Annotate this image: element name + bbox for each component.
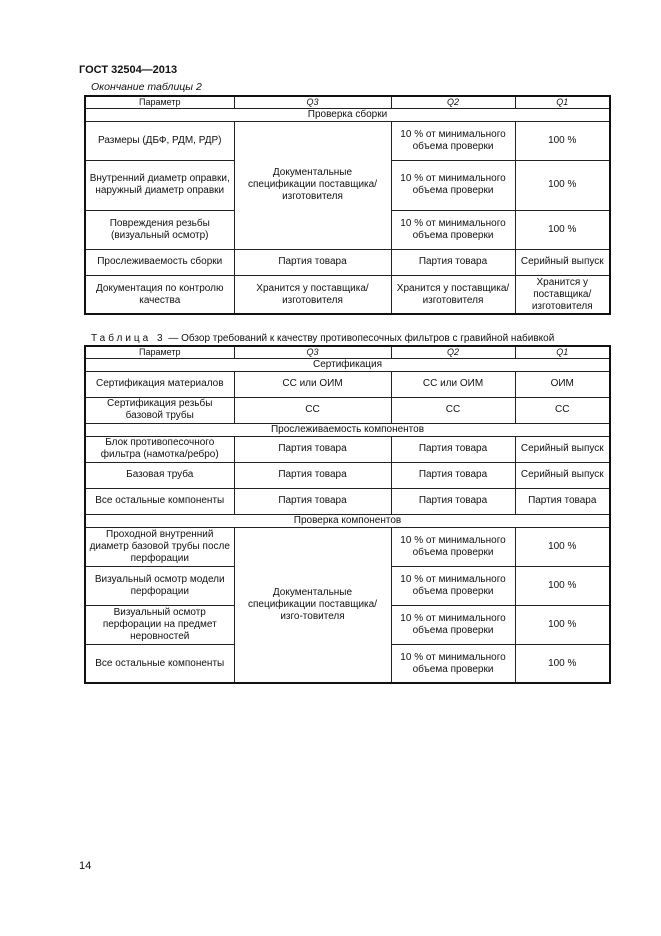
- param-cell: Визуальный осмотр перфорации на предмет неровностей: [85, 605, 234, 644]
- param-cell: Внутренний диаметр оправки, наружный диаметр оправки: [85, 160, 234, 210]
- param-cell: Базовая труба: [85, 462, 234, 488]
- q2-cell: СС или ОИМ: [391, 371, 515, 397]
- table-row: [85, 436, 610, 462]
- param-cell: Повреждения резьбы (визуальный осмотр): [85, 210, 234, 249]
- header-q3: Q3: [234, 96, 391, 108]
- param-cell: Все остальные компоненты: [85, 488, 234, 514]
- q2-cell: 10 % от минимального объема проверки: [391, 644, 515, 683]
- table3-caption-text: — Обзор требований к качеству противопесочных фильтров с гравийной набивкой: [168, 333, 555, 344]
- q2-cell: 10 % от минимального объема проверки: [391, 210, 515, 249]
- param-cell: Визуальный осмотр модели перфорации: [85, 566, 234, 605]
- q2-cell: Партия товара: [391, 488, 515, 514]
- q1-cell: 100 %: [515, 121, 610, 160]
- q2-cell: 10 % от минимального объема проверки: [391, 121, 515, 160]
- q2-cell: Хранится у поставщика/ изготовителя: [391, 275, 515, 314]
- table-header-row: [85, 96, 610, 108]
- table-row: [85, 527, 610, 566]
- table-row: [85, 371, 610, 397]
- param-cell: Размеры (ДБФ, РДМ, РДР): [85, 121, 234, 160]
- section-row: [85, 108, 610, 121]
- table-row: [85, 397, 610, 423]
- header-parameter: Параметр: [85, 346, 234, 358]
- header-q1: Q1: [515, 346, 610, 358]
- q1-cell: Хранится у поставщика/ изготовителя: [515, 275, 610, 314]
- header-q2: Q2: [391, 346, 515, 358]
- q1-cell: СС: [515, 397, 610, 423]
- param-cell: Все остальные компоненты: [85, 644, 234, 683]
- table3-caption-label: Таблица 3: [91, 333, 166, 344]
- table-header-row: [85, 346, 610, 358]
- header-q2: Q2: [391, 96, 515, 108]
- q3-cell: Партия товара: [234, 249, 391, 275]
- q3-merged-cell: Документальные спецификации поставщика/ изготовителя: [234, 121, 391, 249]
- q3-cell: СС или ОИМ: [234, 371, 391, 397]
- section-title: Проверка компонентов: [85, 514, 610, 527]
- q2-cell: Партия товара: [391, 436, 515, 462]
- q1-cell: 100 %: [515, 160, 610, 210]
- q3-merged-cell: Документальные спецификации поставщика/изго-товителя: [234, 527, 391, 683]
- q2-cell: СС: [391, 397, 515, 423]
- q2-cell: Партия товара: [391, 462, 515, 488]
- section-row: [85, 514, 610, 527]
- q1-cell: 100 %: [515, 527, 610, 566]
- q1-cell: Серийный выпуск: [515, 436, 610, 462]
- table3-caption: [91, 333, 554, 344]
- header-parameter: Параметр: [85, 96, 234, 108]
- table-row: [85, 275, 610, 314]
- table2-continuation-caption: Окончание таблицы 2: [91, 81, 202, 93]
- q3-cell: Партия товара: [234, 436, 391, 462]
- q3-cell: Партия товара: [234, 488, 391, 514]
- section-row: [85, 358, 610, 371]
- header-q3: Q3: [234, 346, 391, 358]
- section-row: [85, 423, 610, 436]
- q3-cell: Партия товара: [234, 462, 391, 488]
- q1-cell: ОИМ: [515, 371, 610, 397]
- q2-cell: 10 % от минимального объема проверки: [391, 527, 515, 566]
- param-cell: Сертификация резьбы базовой трубы: [85, 397, 234, 423]
- header-q1: Q1: [515, 96, 610, 108]
- q2-cell: 10 % от минимального объема проверки: [391, 605, 515, 644]
- param-cell: Проходной внутренний диаметр базовой трубы после перфорации: [85, 527, 234, 566]
- section-title: Прослеживаемость компонентов: [85, 423, 610, 436]
- section-title: Проверка сборки: [85, 108, 610, 121]
- q1-cell: 100 %: [515, 210, 610, 249]
- table-row: [85, 462, 610, 488]
- param-cell: Сертификация материалов: [85, 371, 234, 397]
- param-cell: Документация по контролю качества: [85, 275, 234, 314]
- q1-cell: Партия товара: [515, 488, 610, 514]
- q1-cell: Серийный выпуск: [515, 462, 610, 488]
- q3-cell: СС: [234, 397, 391, 423]
- q1-cell: 100 %: [515, 605, 610, 644]
- table-row: [85, 121, 610, 160]
- q1-cell: 100 %: [515, 566, 610, 605]
- q2-cell: 10 % от минимального объема проверки: [391, 566, 515, 605]
- document-title: ГОСТ 32504—2013: [79, 64, 178, 76]
- q2-cell: Партия товара: [391, 249, 515, 275]
- table-row: [85, 249, 610, 275]
- q1-cell: Серийный выпуск: [515, 249, 610, 275]
- table-3: [84, 345, 611, 684]
- q3-cell: Хранится у поставщика/ изготовителя: [234, 275, 391, 314]
- param-cell: Прослеживаемость сборки: [85, 249, 234, 275]
- table-2: [84, 95, 611, 315]
- q2-cell: 10 % от минимального объема проверки: [391, 160, 515, 210]
- q1-cell: 100 %: [515, 644, 610, 683]
- page-number: 14: [79, 860, 92, 872]
- table-row: [85, 488, 610, 514]
- param-cell: Блок противопесочного фильтра (намотка/ребро): [85, 436, 234, 462]
- section-title: Сертификация: [85, 358, 610, 371]
